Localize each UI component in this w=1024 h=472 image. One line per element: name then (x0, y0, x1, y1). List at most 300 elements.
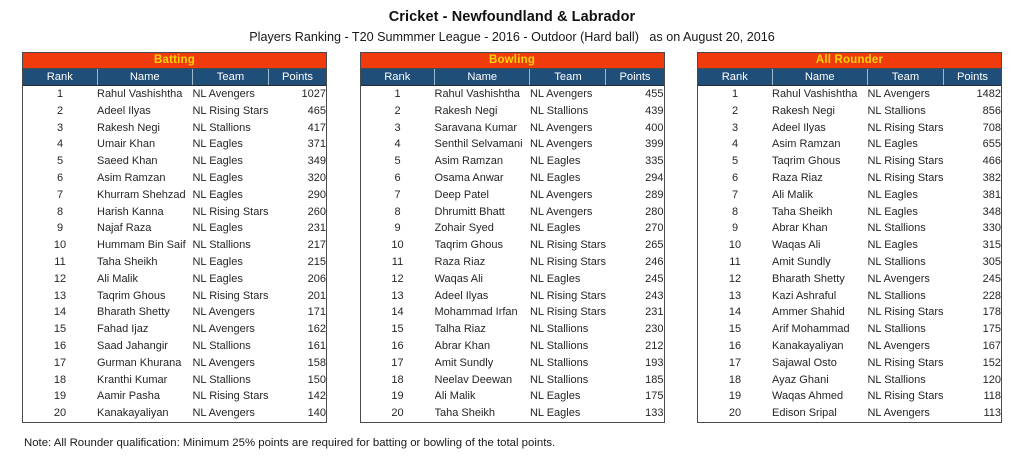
cell-name: Abrar Khan (772, 222, 828, 235)
cell-name: Waqas Ali (772, 239, 821, 252)
cell-rank: 17 (53, 356, 67, 369)
cell-name: Bharath Shetty (97, 306, 170, 319)
cell-team: NL Stallions (529, 339, 589, 352)
cell-rank: 3 (394, 121, 401, 134)
cell-team: NL Avengers (867, 339, 930, 352)
cell-team: NL Rising Stars (867, 356, 944, 369)
cell-name: Sajawal Osto (772, 356, 837, 369)
cell-team: NL Rising Stars (529, 239, 606, 252)
table-row (698, 153, 1001, 170)
cell-rank: 19 (53, 390, 67, 403)
cell-name: Kazi Ashraful (772, 289, 837, 302)
table-row (698, 388, 1001, 405)
column-header-team[interactable]: Team (192, 69, 268, 86)
rank-table-bowling (361, 69, 664, 422)
table-row (23, 86, 326, 103)
cell-rank: 6 (56, 171, 64, 184)
cell-team: NL Stallions (529, 104, 589, 117)
cell-points: 171 (307, 306, 326, 319)
title-block (0, 0, 1024, 45)
table-row (23, 237, 326, 254)
cell-name: Ali Malik (772, 188, 813, 201)
cell-team: NL Avengers (867, 407, 930, 420)
table-row (698, 372, 1001, 389)
table-row (698, 187, 1001, 204)
cell-name: Asim Ramzan (772, 138, 841, 151)
cell-points: 455 (645, 88, 664, 100)
cell-points: 246 (645, 255, 664, 268)
column-header-points[interactable]: Points (268, 69, 326, 86)
cell-team: NL Rising Stars (867, 171, 944, 184)
cell-points: 158 (307, 356, 326, 369)
cell-name: Adeel Ilyas (772, 121, 826, 134)
panel-title-all-rounder: All Rounder (698, 53, 1001, 69)
cell-points: 167 (982, 339, 1001, 352)
cell-points: 708 (982, 121, 1001, 134)
table-row (23, 372, 326, 389)
column-header-rank[interactable]: Rank (361, 69, 435, 86)
cell-name: Bharath Shetty (772, 272, 845, 285)
table-row (698, 355, 1001, 372)
rankings-panels (0, 52, 1024, 423)
column-header-rank[interactable]: Rank (23, 69, 97, 86)
table-row (23, 103, 326, 120)
cell-name: Abrar Khan (434, 339, 491, 352)
panel-batting (22, 52, 327, 423)
table-row (361, 388, 664, 405)
cell-rank: 8 (56, 205, 64, 218)
cell-points: 280 (645, 205, 664, 218)
cell-name: Rakesh Negi (97, 121, 160, 134)
cell-team: NL Eagles (192, 188, 243, 201)
cell-team: NL Avengers (192, 323, 255, 336)
cell-team: NL Eagles (529, 407, 581, 420)
cell-name: Hummam Bin Saif (97, 239, 186, 252)
cell-team: NL Eagles (192, 171, 243, 184)
cell-points: 228 (982, 289, 1001, 302)
cell-rank: 7 (394, 188, 401, 201)
table-row (361, 120, 664, 137)
cell-team: NL Avengers (529, 205, 593, 218)
table-row (698, 120, 1001, 137)
cell-rank: 11 (54, 255, 66, 268)
table-row (361, 237, 664, 254)
cell-rank: 8 (731, 205, 739, 218)
table-header-row (23, 69, 326, 86)
cell-name: Neelav Deewan (434, 373, 513, 386)
cell-points: 399 (645, 138, 664, 151)
cell-team: NL Avengers (867, 88, 930, 100)
cell-rank: 10 (391, 239, 404, 252)
cell-name: Rahul Vashishtha (97, 88, 183, 100)
cell-team: NL Eagles (529, 155, 581, 168)
cell-points: 466 (982, 155, 1001, 168)
cell-points: 231 (307, 222, 326, 235)
cell-team: NL Rising Stars (529, 306, 606, 319)
cell-rank: 9 (731, 222, 739, 235)
cell-name: Rahul Vashishtha (434, 88, 520, 100)
cell-team: NL Avengers (192, 306, 255, 319)
panel-title-bowling: Bowling (361, 53, 664, 69)
table-row (361, 220, 664, 237)
cell-rank: 4 (56, 138, 64, 151)
cell-team: NL Rising Stars (529, 289, 606, 302)
cell-points: 260 (307, 205, 326, 218)
cell-name: Umair Khan (97, 138, 156, 151)
cell-team: NL Eagles (867, 205, 918, 218)
cell-points: 439 (645, 104, 664, 117)
cell-rank: 12 (728, 272, 742, 285)
table-row (23, 153, 326, 170)
column-header-name[interactable]: Name (435, 69, 530, 86)
cell-rank: 15 (53, 323, 67, 336)
table-row (698, 220, 1001, 237)
cell-rank: 11 (391, 255, 404, 268)
cell-name: Aamir Pasha (97, 390, 160, 403)
cell-name: Osama Anwar (434, 171, 504, 184)
cell-name: Dhrumitt Bhatt (434, 205, 505, 218)
cell-name: Raza Riaz (772, 171, 823, 184)
cell-points: 349 (307, 155, 326, 168)
cell-points: 335 (645, 155, 664, 168)
table-row (361, 170, 664, 187)
cell-team: NL Avengers (529, 138, 593, 151)
cell-points: 315 (982, 239, 1001, 252)
cell-rank: 19 (728, 390, 742, 403)
cell-points: 294 (645, 171, 664, 184)
cell-rank: 13 (391, 289, 404, 302)
cell-rank: 17 (728, 356, 742, 369)
cell-points: 212 (645, 339, 664, 352)
table-row (361, 372, 664, 389)
cell-team: NL Rising Stars (867, 306, 944, 319)
cell-team: NL Eagles (192, 222, 243, 235)
cell-name: Taha Sheikh (434, 407, 496, 420)
cell-rank: 19 (391, 390, 404, 403)
cell-points: 175 (982, 323, 1001, 336)
cell-name: Arif Mohammad (772, 323, 850, 336)
rank-table-batting (23, 69, 326, 422)
table-row (23, 136, 326, 153)
cell-team: NL Eagles (867, 188, 918, 201)
cell-team: NL Stallions (867, 104, 926, 117)
cell-name: Kanakayaliyan (97, 407, 169, 420)
cell-name: Asim Ramzan (97, 171, 166, 184)
cell-rank: 14 (391, 306, 404, 319)
cell-rank: 17 (391, 356, 404, 369)
cell-rank: 14 (728, 306, 742, 319)
cell-points: 162 (307, 323, 326, 336)
cell-name: Kanakayaliyan (772, 339, 844, 352)
cell-rank: 5 (56, 155, 64, 168)
cell-team: NL Rising Stars (192, 205, 269, 218)
cell-points: 417 (307, 121, 326, 134)
cell-name: Amit Sundly (434, 356, 494, 369)
cell-rank: 16 (728, 339, 742, 352)
cell-team: NL Eagles (192, 138, 243, 151)
table-row (23, 120, 326, 137)
cell-name: Taqrim Ghous (434, 239, 503, 252)
cell-rank: 2 (56, 104, 64, 117)
cell-points: 150 (307, 373, 326, 386)
table-row (698, 237, 1001, 254)
cell-rank: 4 (394, 138, 401, 151)
cell-points: 265 (645, 239, 664, 252)
table-row (23, 170, 326, 187)
cell-rank: 3 (731, 121, 739, 134)
cell-points: 113 (983, 407, 1001, 420)
panel-title-batting: Batting (23, 53, 326, 69)
cell-rank: 18 (391, 373, 404, 386)
cell-team: NL Rising Stars (192, 104, 269, 117)
cell-name: Talha Riaz (434, 323, 486, 336)
table-row (23, 405, 326, 422)
table-row (361, 321, 664, 338)
table-row (23, 355, 326, 372)
cell-name: Rakesh Negi (434, 104, 498, 117)
cell-team: NL Stallions (192, 373, 251, 386)
column-header-points[interactable]: Points (606, 69, 664, 86)
table-row (361, 86, 664, 103)
cell-team: NL Rising Stars (867, 390, 944, 403)
cell-points: 133 (645, 407, 664, 420)
cell-points: 465 (307, 104, 326, 117)
cell-points: 1482 (976, 88, 1001, 100)
cell-team: NL Rising Stars (192, 390, 269, 403)
table-row (361, 254, 664, 271)
cell-rank: 1 (394, 88, 401, 100)
cell-team: NL Eagles (867, 239, 918, 252)
cell-rank: 18 (53, 373, 67, 386)
cell-name: Amit Sundly (772, 255, 831, 268)
cell-points: 290 (307, 188, 326, 201)
table-row (361, 304, 664, 321)
cell-rank: 20 (728, 407, 742, 420)
cell-team: NL Stallions (192, 239, 251, 252)
cell-name: Zohair Syed (434, 222, 494, 235)
cell-name: Fahad Ijaz (97, 323, 149, 336)
cell-name: Edison Sripal (772, 407, 837, 420)
cell-team: NL Avengers (529, 188, 593, 201)
cell-points: 215 (307, 255, 326, 268)
cell-name: Ammer Shahid (772, 306, 845, 319)
table-row (23, 204, 326, 221)
table-row (361, 355, 664, 372)
cell-rank: 4 (731, 138, 739, 151)
cell-points: 230 (645, 323, 664, 336)
column-header-team[interactable]: Team (530, 69, 606, 86)
footer-note: Note: All Rounder qualification: Minimum 25% points are required for batting or bowling of the total points. (24, 437, 556, 449)
cell-team: NL Stallions (529, 356, 589, 369)
cell-rank: 9 (394, 222, 401, 235)
cell-rank: 11 (729, 255, 741, 268)
table-row (23, 388, 326, 405)
cell-rank: 10 (728, 239, 742, 252)
table-row (698, 103, 1001, 120)
table-row (361, 204, 664, 221)
cell-points: 118 (983, 390, 1001, 403)
cell-points: 243 (645, 289, 664, 302)
cell-team: NL Avengers (192, 407, 255, 420)
cell-team: NL Stallions (867, 222, 926, 235)
cell-name: Deep Patel (434, 188, 489, 201)
cell-team: NL Eagles (529, 222, 581, 235)
column-header-team[interactable]: Team (867, 69, 943, 86)
cell-name: Najaf Raza (97, 222, 152, 235)
cell-team: NL Avengers (192, 356, 255, 369)
cell-name: Kranthi Kumar (97, 373, 168, 386)
table-row (698, 86, 1001, 103)
cell-rank: 15 (728, 323, 742, 336)
cell-points: 175 (645, 390, 664, 403)
table-row (361, 103, 664, 120)
table-row (698, 338, 1001, 355)
cell-rank: 9 (56, 222, 64, 235)
cell-points: 320 (307, 171, 326, 184)
cell-name: Rakesh Negi (772, 104, 835, 117)
cell-name: Senthil Selvamani (434, 138, 523, 151)
cell-rank: 12 (53, 272, 67, 285)
cell-points: 161 (307, 339, 326, 352)
table-row (361, 153, 664, 170)
table-row (698, 321, 1001, 338)
cell-team: NL Rising Stars (529, 255, 606, 268)
table-row (23, 321, 326, 338)
cell-name: Ayaz Ghani (772, 373, 829, 386)
cell-rank: 12 (391, 272, 404, 285)
cell-name: Raza Riaz (434, 255, 486, 268)
table-row (698, 405, 1001, 422)
cell-team: NL Avengers (529, 88, 593, 100)
cell-rank: 7 (56, 188, 64, 201)
cell-team: NL Eagles (192, 272, 243, 285)
cell-team: NL Eagles (192, 255, 243, 268)
cell-points: 655 (982, 138, 1001, 151)
cell-team: NL Stallions (192, 339, 251, 352)
cell-team: NL Eagles (192, 155, 243, 168)
table-row (361, 288, 664, 305)
cell-name: Asim Ramzan (434, 155, 503, 168)
cell-team: NL Rising Stars (867, 155, 944, 168)
table-row (23, 271, 326, 288)
cell-rank: 13 (728, 289, 742, 302)
cell-rank: 16 (391, 339, 404, 352)
cell-points: 856 (982, 104, 1001, 117)
cell-team: NL Stallions (867, 373, 926, 386)
cell-team: NL Avengers (192, 88, 255, 100)
cell-name: Rahul Vashishtha (772, 88, 858, 100)
table-row (23, 288, 326, 305)
cell-rank: 14 (53, 306, 67, 319)
table-row (698, 304, 1001, 321)
cell-points: 348 (982, 205, 1001, 218)
cell-rank: 16 (53, 339, 67, 352)
column-header-rank[interactable]: Rank (698, 69, 772, 86)
cell-rank: 1 (56, 88, 64, 100)
table-header-row (698, 69, 1001, 86)
cell-points: 381 (982, 188, 1001, 201)
cell-points: 330 (982, 222, 1001, 235)
cell-rank: 20 (391, 407, 404, 420)
cell-points: 400 (645, 121, 664, 134)
cell-team: NL Stallions (529, 373, 589, 386)
panel-all-rounder (697, 52, 1002, 423)
cell-name: Adeel Ilyas (97, 104, 151, 117)
table-row (698, 170, 1001, 187)
cell-name: Adeel Ilyas (434, 289, 489, 302)
cell-rank: 7 (731, 188, 739, 201)
cell-points: 1027 (301, 88, 326, 100)
table-row (361, 338, 664, 355)
cell-team: NL Stallions (867, 255, 926, 268)
cell-rank: 3 (56, 121, 64, 134)
table-row (698, 254, 1001, 271)
cell-name: Khurram Shehzad (97, 188, 186, 201)
table-row (23, 187, 326, 204)
table-row (361, 187, 664, 204)
cell-name: Mohammad Irfan (434, 306, 518, 319)
cell-rank: 8 (394, 205, 401, 218)
cell-points: 217 (307, 239, 326, 252)
column-header-name[interactable]: Name (97, 69, 192, 86)
table-row (23, 220, 326, 237)
cell-name: Ali Malik (97, 272, 138, 285)
cell-team: NL Stallions (529, 323, 589, 336)
cell-points: 231 (645, 306, 664, 319)
cell-rank: 2 (731, 104, 739, 117)
cell-name: Taha Sheikh (772, 205, 833, 218)
cell-points: 140 (307, 407, 326, 420)
cell-name: Waqas Ahmed (772, 390, 844, 403)
cell-points: 289 (645, 188, 664, 201)
cell-rank: 6 (394, 171, 401, 184)
cell-name: Saad Jahangir (97, 339, 168, 352)
table-row (23, 338, 326, 355)
cell-points: 206 (307, 272, 326, 285)
page-title: Cricket - Newfoundland & Labrador (388, 9, 636, 25)
cell-rank: 1 (731, 88, 739, 100)
cell-rank: 6 (731, 171, 739, 184)
table-row (23, 254, 326, 271)
table-row (698, 136, 1001, 153)
column-header-points[interactable]: Points (943, 69, 1001, 86)
cell-name: Ali Malik (434, 390, 476, 403)
cell-name: Taqrim Ghous (97, 289, 166, 302)
cell-points: 120 (982, 373, 1001, 386)
table-row (361, 271, 664, 288)
cell-points: 245 (645, 272, 664, 285)
cell-rank: 15 (391, 323, 404, 336)
table-header-row (361, 69, 664, 86)
cell-rank: 5 (731, 155, 739, 168)
cell-team: NL Eagles (529, 390, 581, 403)
cell-team: NL Avengers (867, 272, 930, 285)
cell-name: Gurman Khurana (97, 356, 182, 369)
cell-rank: 2 (394, 104, 401, 117)
cell-points: 245 (982, 272, 1001, 285)
cell-team: NL Stallions (192, 121, 251, 134)
cell-team: NL Rising Stars (867, 121, 944, 134)
column-header-name[interactable]: Name (772, 69, 867, 86)
cell-points: 178 (982, 306, 1001, 319)
cell-rank: 13 (53, 289, 67, 302)
cell-points: 152 (982, 356, 1001, 369)
cell-team: NL Eagles (867, 138, 918, 151)
cell-team: NL Eagles (529, 272, 581, 285)
cell-rank: 20 (53, 407, 67, 420)
page-subtitle: Players Ranking - T20 Summmer League - 2016 - Outdoor (Hard ball) as on August 20, 2016 (249, 30, 775, 44)
cell-points: 382 (982, 171, 1001, 184)
